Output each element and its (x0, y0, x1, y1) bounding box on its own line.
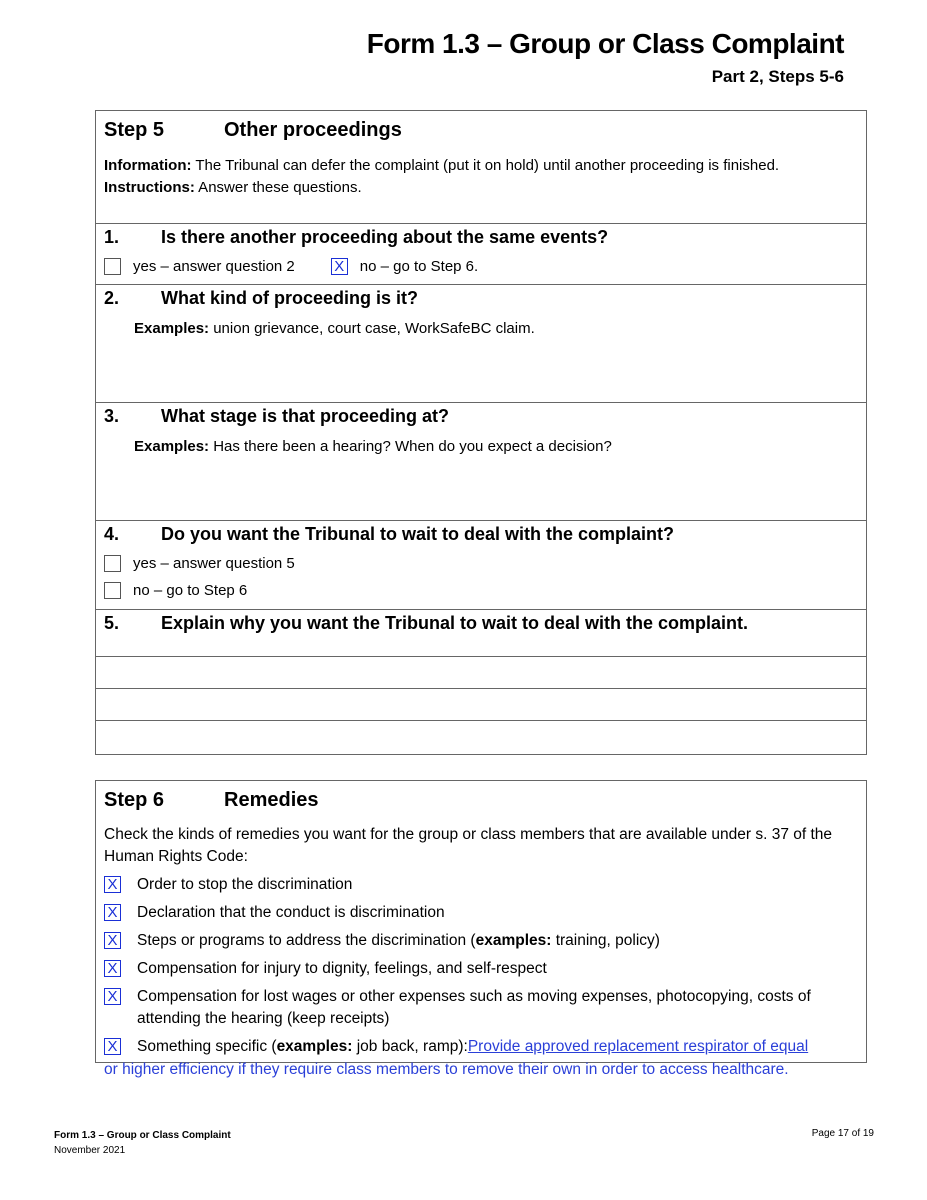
information-label: Information: (104, 157, 192, 174)
examples-label: Examples: (134, 438, 210, 455)
step5-header (96, 111, 866, 224)
remedy-label: Order to stop the discrimination (137, 876, 353, 893)
question-1-text: Is there another proceeding about the same events? (161, 227, 609, 247)
remedy-specific-checkbox[interactable]: X (104, 1038, 121, 1055)
question-4 (96, 521, 866, 610)
question-5-answer-line-2[interactable] (96, 689, 866, 721)
question-4-text: Do you want the Tribunal to wait to deal with the complaint? (161, 524, 675, 544)
instructions-text: Answer these questions. (194, 179, 362, 196)
question-5-text: Explain why you want the Tribunal to wait to deal with the complaint. (161, 613, 749, 633)
remedy-programs-checkbox[interactable]: X (104, 932, 121, 949)
remedy-item (104, 930, 858, 952)
q4-yes-checkbox[interactable] (104, 555, 121, 572)
step6-number: Step 6 (104, 789, 165, 811)
question-2-examples (104, 320, 858, 337)
q4-no-label: no – go to Step 6 (133, 582, 248, 599)
question-2-text: What kind of proceeding is it? (161, 288, 419, 308)
remedy-item (104, 958, 858, 980)
form-title: Form 1.3 – Group or Class Complaint (366, 28, 844, 59)
remedy-label: Steps or programs to address the discrimination (examples: training, policy) (137, 932, 660, 949)
question-5 (96, 610, 866, 657)
q4-yes-label: yes – answer question 5 (133, 555, 295, 572)
q4-no-checkbox[interactable] (104, 582, 121, 599)
remedy-wages-checkbox[interactable]: X (104, 988, 121, 1005)
remedy-specific-answer-field[interactable]: Provide approved replacement respirator of equal (467, 1038, 809, 1055)
footer-form-name: Form 1.3 – Group or Class Complaint (54, 1130, 231, 1141)
question-5-answer-line-3[interactable] (96, 721, 866, 754)
q1-yes-label: yes – answer question 2 (133, 258, 295, 275)
examples-label: Examples: (134, 320, 210, 337)
remedy-label: Something specific (examples: job back, ramp): (137, 1038, 468, 1055)
remedy-dignity-checkbox[interactable]: X (104, 960, 121, 977)
q1-no-checkbox[interactable]: X (331, 258, 348, 275)
question-3-number: 3. (104, 406, 120, 426)
question-3-text: What stage is that proceeding at? (161, 406, 450, 426)
remedy-item (104, 902, 858, 924)
question-1 (96, 224, 866, 285)
instructions-label: Instructions: (104, 179, 195, 196)
question-5-answer-line-1[interactable] (96, 657, 866, 689)
step5-number: Step 5 (104, 119, 165, 141)
q1-yes-checkbox[interactable] (104, 258, 121, 275)
question-2-number: 2. (104, 288, 120, 308)
remedy-item (104, 1036, 858, 1058)
footer-left (54, 1128, 231, 1158)
question-4-number: 4. (104, 524, 120, 544)
question-2-answer-field[interactable] (104, 337, 858, 387)
step5-information (104, 155, 858, 177)
remedy-declaration-checkbox[interactable]: X (104, 904, 121, 921)
form-subtitle: Part 2, Steps 5-6 (711, 67, 844, 86)
question-1-number: 1. (104, 227, 120, 247)
footer-page-number: Page 17 of 19 (811, 1128, 874, 1139)
question-2 (96, 285, 866, 403)
remedy-item (104, 874, 858, 896)
examples-text: union grievance, court case, WorkSafeBC claim. (209, 320, 535, 337)
remedy-stop-checkbox[interactable]: X (104, 876, 121, 893)
information-text: The Tribunal can defer the complaint (put it on hold) until another proceeding is finished. (191, 157, 780, 174)
step5-section (95, 110, 867, 755)
step6-intro: Check the kinds of remedies you want for the group or class members that are available under s. 37 of the Human Rights Code: (104, 826, 833, 865)
step6-title: Remedies (224, 789, 319, 811)
question-5-number: 5. (104, 613, 120, 633)
remedy-label: Compensation for lost wages or other expenses such as moving expenses, photocopying, costs of attending the hearing (keep receipts) (137, 988, 811, 1027)
step6-section (95, 780, 867, 1063)
step5-title: Other proceedings (224, 119, 402, 141)
question-3-examples (104, 438, 858, 455)
remedy-label: Declaration that the conduct is discrimination (137, 904, 445, 921)
remedy-label: Compensation for injury to dignity, feelings, and self-respect (137, 960, 547, 977)
remedy-item (104, 986, 858, 1030)
question-3-answer-field[interactable] (104, 455, 858, 505)
remedy-specific-answer-overflow[interactable]: or higher efficiency if they require class members to remove their own in order to access healthcare. (104, 1061, 789, 1078)
question-3 (96, 403, 866, 521)
examples-text: Has there been a hearing? When do you expect a decision? (209, 438, 612, 455)
step5-instructions (104, 177, 858, 199)
footer-date: November 2021 (54, 1145, 126, 1156)
q1-no-label: no – go to Step 6. (359, 258, 479, 275)
